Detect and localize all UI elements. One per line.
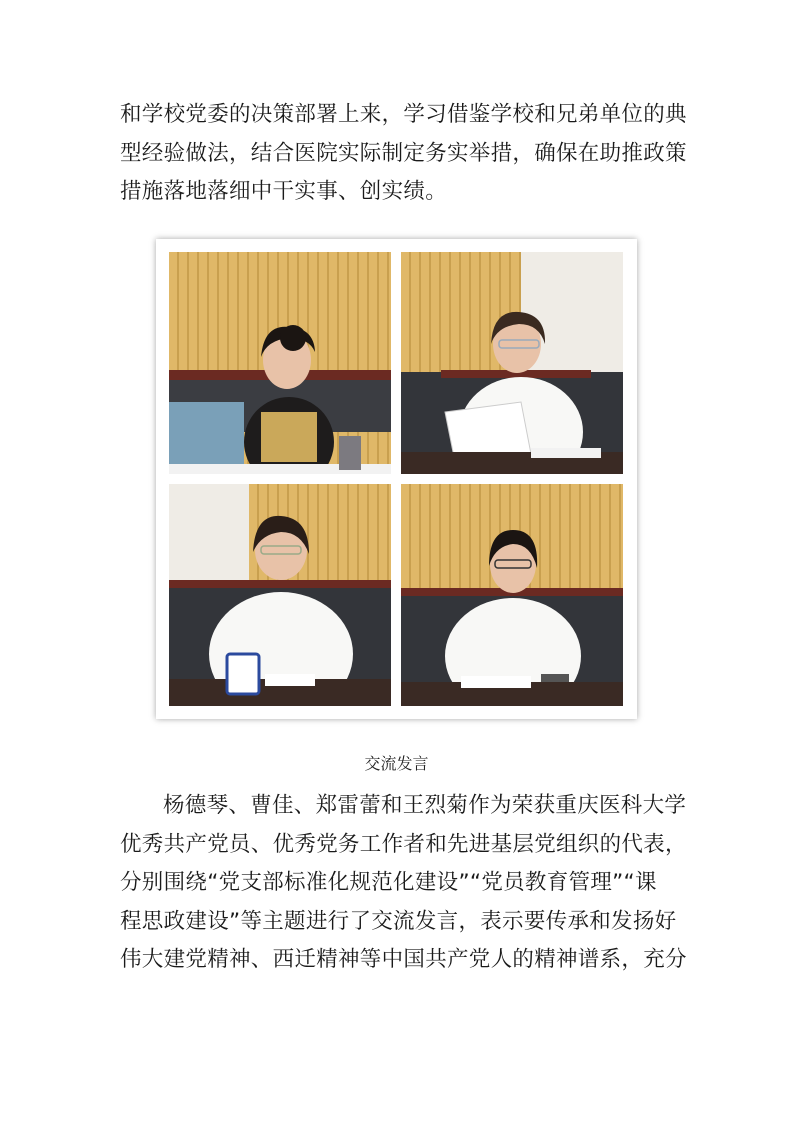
text-line: 型经验做法，结合医院实际制定务实举措，确保在助推政策 (120, 140, 687, 166)
speaker-3-photo (169, 484, 391, 706)
text-line: 优秀共产党员、优秀党务工作者和先进基层党组织的代表， (120, 831, 687, 857)
body-paragraph-bottom (120, 787, 687, 980)
text-line: 分别围绕“党支部标准化规范化建设”“党员教育管理”“课 (120, 870, 657, 895)
figure-caption: 交流发言 (364, 754, 429, 773)
text-line: 和学校党委的决策部署上来，学习借鉴学校和兄弟单位的典 (120, 102, 687, 127)
body-paragraph-top (120, 96, 687, 212)
speaker-2-photo (401, 252, 623, 474)
text-line: 杨德琴、曹佳、郑雷蕾和王烈菊作为荣获重庆医科大学 (163, 793, 687, 818)
text-line: 程思政建设”等主题进行了交流发言，表示要传承和发扬好 (120, 908, 677, 934)
text-line: 措施落地落细中干实事、创实绩。 (120, 179, 448, 204)
speaker-4-photo (401, 484, 623, 706)
photo-collage (156, 239, 637, 719)
speaker-1-photo (169, 252, 391, 474)
text-line: 伟大建党精神、西迁精神等中国共产党人的精神谱系，充分 (120, 947, 687, 972)
